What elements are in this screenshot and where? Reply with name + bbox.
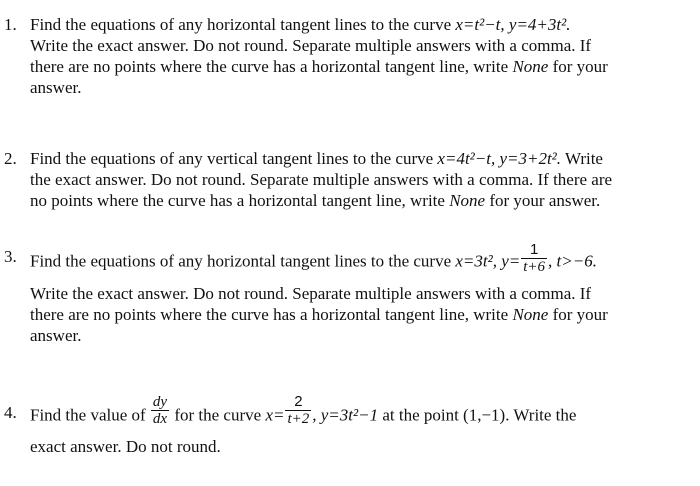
- curve-y-fraction: $\frac{1}{t+6}$: [523, 241, 546, 275]
- problem-line: exact answer. Do not round.: [30, 437, 221, 456]
- problem-line: Find the equations of any horizontal tangent lines to the curve x=3t², y= $\frac{1}{t+6}$ , t>−6.: [30, 241, 597, 275]
- problem-line: answer.: [30, 78, 82, 97]
- curve-equation: x=t²−t, y=4+3t².: [455, 15, 571, 34]
- problem-number: 3.: [4, 247, 17, 266]
- derivative-fraction: $\frac{dy}{dx}$: [152, 394, 168, 427]
- problem-line: Find the value of $\frac{dy}{dx}$ for the curve x= $\frac{2}{t+2}$ , y=3t²−1 at the point (1,−1). Write the: [30, 393, 577, 427]
- problem-text: [30, 393, 694, 457]
- problem-line: Find the equations of any vertical tangent lines to the curve x=4t²−t, y=3+2t². Write: [30, 149, 603, 168]
- curve-equation: x=4t²−t, y=3+2t².: [437, 149, 562, 168]
- problem-number: 2.: [4, 149, 17, 168]
- problem-line: no points where the curve has a horizontal tangent line, write None for your answer.: [30, 191, 601, 210]
- problem-number: 4.: [4, 403, 17, 422]
- none-keyword: None: [512, 305, 549, 324]
- problem-number: 1.: [4, 15, 17, 34]
- problem-line: Write the exact answer. Do not round. Separate multiple answers with a comma. If: [30, 284, 592, 303]
- curve-equation: x=3t², y=: [455, 251, 521, 271]
- none-keyword: None: [449, 191, 486, 210]
- problem-line: Write the exact answer. Do not round. Separate multiple answers with a comma. If: [30, 36, 592, 55]
- problem-line: Find the equations of any horizontal tangent lines to the curve x=t²−t, y=4+3t².: [30, 15, 571, 34]
- problem-text: [30, 148, 694, 211]
- curve-x-fraction: $\frac{2}{t+2}$: [287, 393, 310, 427]
- problem-line: there are no points where the curve has a horizontal tangent line, write None for your: [30, 305, 608, 324]
- problem-line: the exact answer. Do not round. Separate multiple answers with a comma. If there are: [30, 170, 613, 189]
- none-keyword: None: [512, 57, 549, 76]
- problem-text: [30, 14, 694, 98]
- problem-text: [30, 241, 694, 346]
- problem-line: there are no points where the curve has a horizontal tangent line, write None for your: [30, 57, 608, 76]
- problem-line: answer.: [30, 326, 82, 345]
